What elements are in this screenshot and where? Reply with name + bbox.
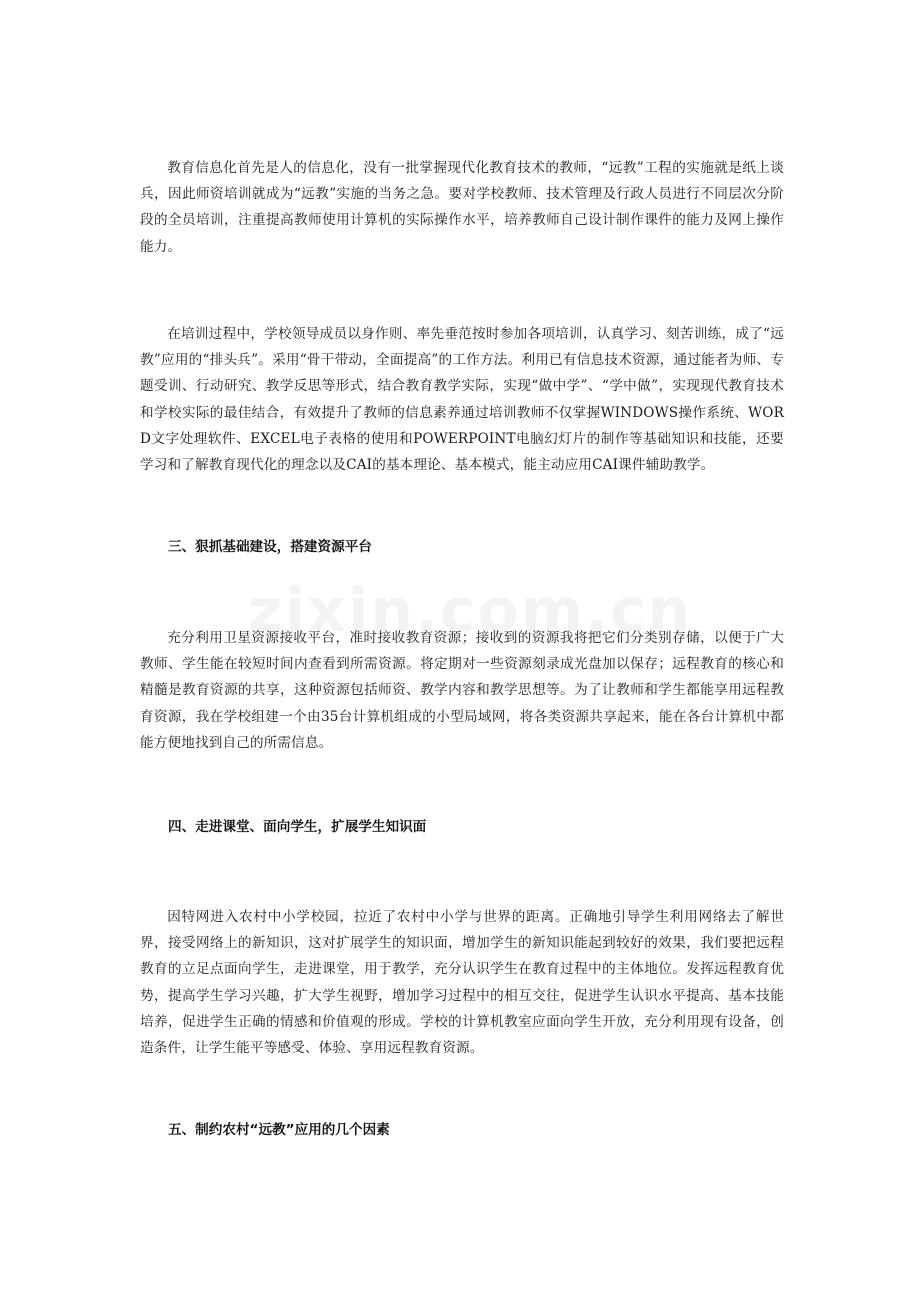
paragraph-training-process: 在培训过程中，学校领导成员以身作则、率先垂范按时参加各项培训，认真学习、刻苦训练，成了“远教”应用的“排头兵”。采用“骨干带动，全面提高”的工作方法。利用已有信息技术资源，通过能者为师、专题受训、行动研究、教学反思等形式，结合教育教学实际，实现“做中学”、“学中做”，实现现代教育技术和学校实际的最佳结合，有效提升了教师的信息素养通过培训教师不仅掌握WINDOWS操作系统、WORD文字处理软件、EXCEL电子表格的使用和POWERPOINT电脑幻灯片的制作等基础知识和技能，还要学习和了解教育现代化的理念以及CAI的基本理论、基本模式，能主动应用CAI课件辅助教学。 bbox=[140, 326, 784, 474]
paragraph-classroom-students: 因特网进入农村中小学校园，拉近了农村中小学与世界的距离。正确地引导学生利用网络去了解世界，接受网络上的新知识，这对扩展学生的知识面，增加学生的新知识能起到较好的效果，我们要把远程教育的立足点面向学生，走进课堂，用于教学，充分认识学生在教育过程中的主体地位。发挥远程教育优势，提高学生学习兴趣，扩大学生视野，增加学习过程中的相互交往，促进学生认识水平提高、基本技能培养，促进学生正确的情感和价值观的形成。学校的计算机教室应面向学生开放，充分利用现有设备，创造条件，让学生能平等感受、体验、享用远程教育资源。 bbox=[140, 909, 784, 1057]
section-heading-4: 四、走进课堂、面向学生，扩展学生知识面 bbox=[168, 819, 427, 835]
section-heading-3: 三、狠抓基础建设，搭建资源平台 bbox=[168, 539, 372, 555]
paragraph-block-1 bbox=[140, 155, 784, 260]
section-heading-5: 五、制约农村“远教”应用的几个因素 bbox=[168, 1122, 390, 1138]
paragraph-block-2 bbox=[140, 321, 784, 478]
paragraph-resource-platform: 充分利用卫星资源接收平台，准时接收教育资源；接收到的资源我将把它们分类别存储，以便于广大教师、学生能在较短时间内查看到所需资源。将定期对一些资源刻录成光盘加以保存；远程教育的核心和精髓是教育资源的共享，这种资源包括师资、教学内容和教学思想等。为了让教师和学生都能享用远程教育资源，我在学校组建一个由35台计算机组成的小型局域网，将各类资源共享起来，能在各台计算机中都能方便地找到自己的所需信息。 bbox=[140, 630, 784, 751]
paragraph-block-4 bbox=[140, 904, 784, 1061]
paragraph-teacher-training-intro: 教育信息化首先是人的信息化，没有一批掌握现代化教育技术的教师，“远教”工程的实施就是纸上谈兵，因此师资培训就成为“远教”实施的当务之急。要对学校教师、技术管理及行政人员进行不同层次分阶段的全员培训，注重提高教师使用计算机的实际操作水平，培养教师自己设计制作课件的能力及网上操作能力。 bbox=[140, 160, 784, 255]
paragraph-block-3 bbox=[140, 625, 784, 756]
